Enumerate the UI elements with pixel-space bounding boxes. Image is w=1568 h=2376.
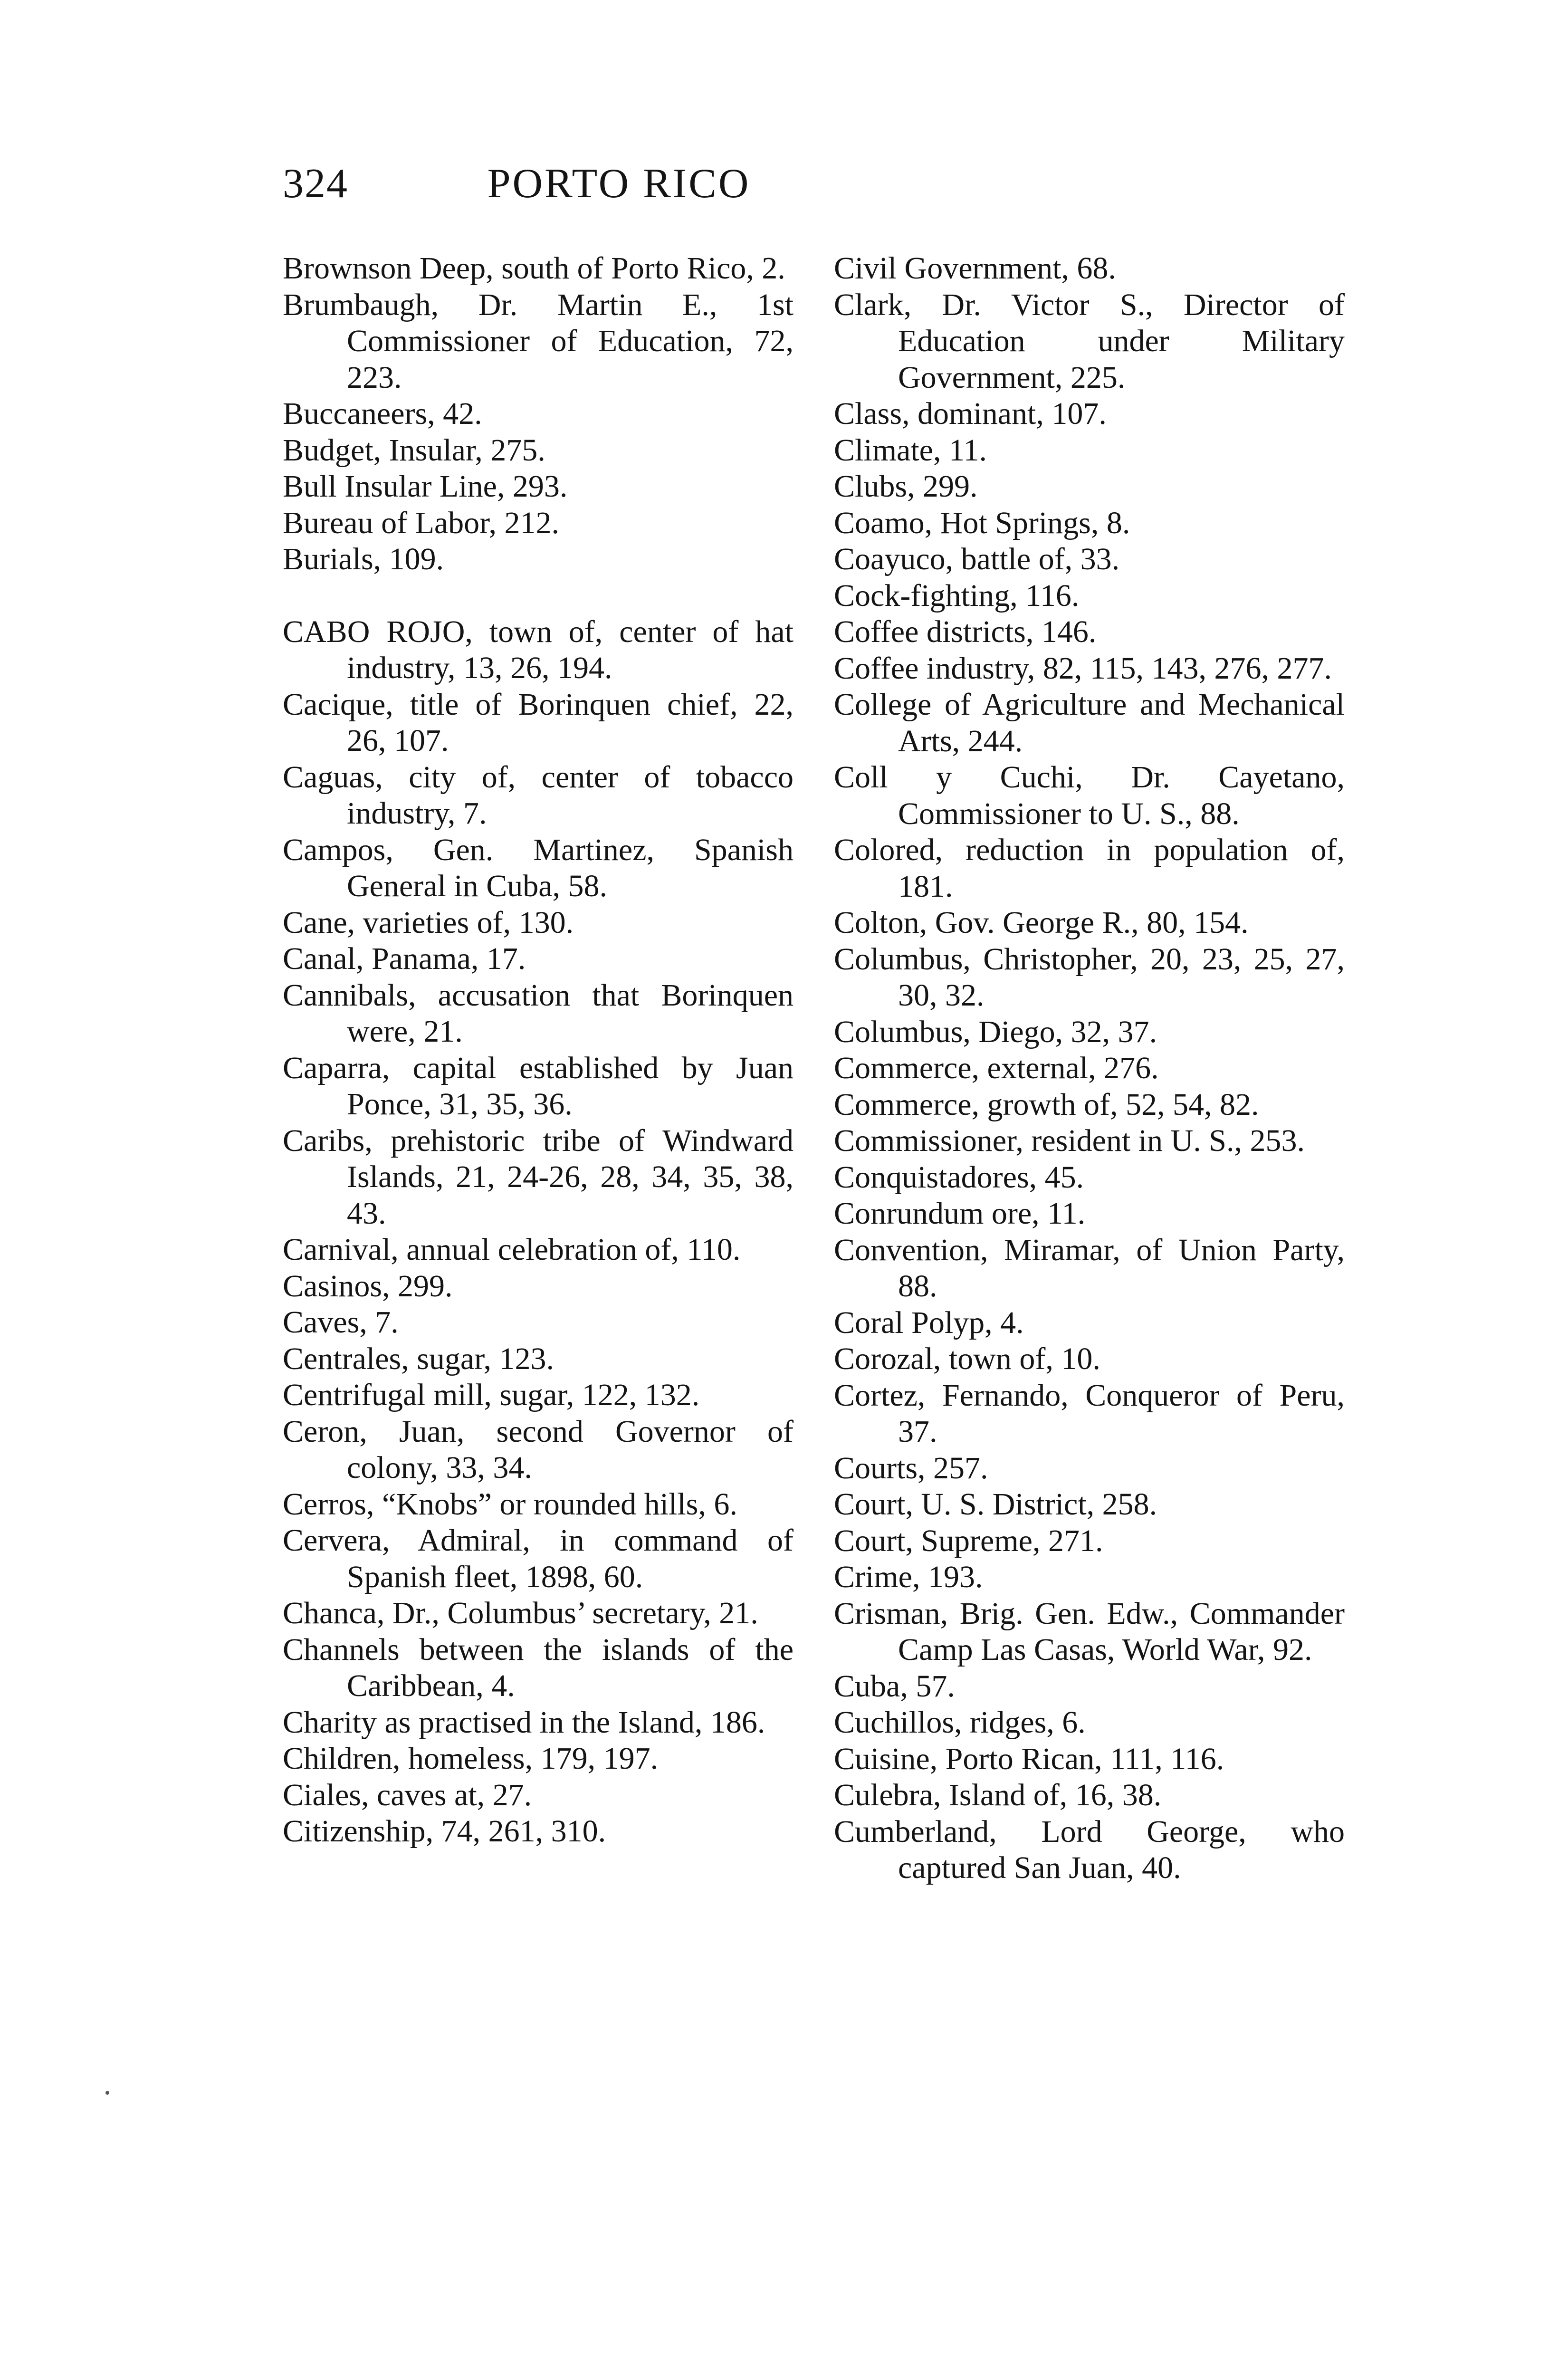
index-entry: Coayuco, battle of, 33. <box>834 542 1120 576</box>
index-entry: Court, U. S. District, 258. <box>834 1487 1157 1522</box>
index-entry: Coamo, Hot Springs, 8. <box>834 505 1130 540</box>
entry-gap <box>283 578 794 614</box>
index-entry: Coral Polyp, 4. <box>834 1305 1024 1340</box>
index-entry: Centrifugal mill, sugar, 122, 132. <box>283 1378 700 1412</box>
index-entry: Columbus, Diego, 32, 37. <box>834 1014 1157 1049</box>
index-entry: Caribs, prehistoric tribe of Windward Islands, 21, 24-26, 28, 34, 35, 38, 43. <box>283 1123 794 1231</box>
index-entry: Conquistadores, 45. <box>834 1159 1084 1195</box>
index-entry: CABO ROJO, town of, center of hat industry, 13, 26, 194. <box>283 614 794 685</box>
index-entry: Corozal, town of, 10. <box>834 1341 1100 1376</box>
index-entry: Crisman, Brig. Gen. Edw., Commander Camp Las Casas, World War, 92. <box>834 1596 1345 1667</box>
index-entry: Cuisine, Porto Rican, 111, 116. <box>834 1741 1224 1776</box>
index-entry: Budget, Insular, 275. <box>283 432 545 468</box>
stray-ink-mark <box>105 2091 109 2095</box>
index-entry: Cumberland, Lord George, who captured San Juan, 40. <box>834 1814 1345 1885</box>
index-entry: Charity as practised in the Island, 186. <box>283 1705 765 1740</box>
index-entry: Bureau of Labor, 212. <box>283 505 560 540</box>
index-entry: Courts, 257. <box>834 1450 988 1485</box>
index-entry: Cock-fighting, 116. <box>834 578 1080 613</box>
index-entry: Carnival, annual celebration of, 110. <box>283 1232 741 1267</box>
index-entry: Cuba, 57. <box>834 1668 955 1704</box>
index-entry: Buccaneers, 42. <box>283 396 482 431</box>
index-entry: Centrales, sugar, 123. <box>283 1341 555 1376</box>
index-entry: Commerce, growth of, 52, 54, 82. <box>834 1087 1259 1122</box>
index-entry: Colton, Gov. George R., 80, 154. <box>834 905 1249 940</box>
index-entry: Court, Supreme, 271. <box>834 1523 1103 1558</box>
index-entry: Columbus, Christopher, 20, 23, 25, 27, 30, 32. <box>834 941 1345 1013</box>
index-entry: Cacique, title of Borinquen chief, 22, 26, 107. <box>283 687 794 758</box>
index-entry: Cortez, Fernando, Conqueror of Peru, 37. <box>834 1378 1345 1449</box>
index-entry: Coffee districts, 146. <box>834 614 1097 649</box>
index-entry: Coffee industry, 82, 115, 143, 276, 277. <box>834 651 1332 686</box>
index-entry: Citizenship, 74, 261, 310. <box>283 1814 606 1849</box>
page-number: 324 <box>283 161 348 207</box>
index-entry: Ceron, Juan, second Governor of colony, 33, 34. <box>283 1414 794 1485</box>
index-entry: Climate, 11. <box>834 432 987 468</box>
index-entry: Chanca, Dr., Columbus’ secretary, 21. <box>283 1596 758 1630</box>
index-entry: Conrundum ore, 11. <box>834 1196 1086 1231</box>
index-entry: Burials, 109. <box>283 542 444 576</box>
index-column-left <box>283 250 794 1850</box>
index-entry: Campos, Gen. Martinez, Spanish General in Cuba, 58. <box>283 832 794 903</box>
index-entry: Canal, Panama, 17. <box>283 941 526 976</box>
index-entry: Civil Government, 68. <box>834 251 1116 286</box>
index-entry: Cerros, “Knobs” or rounded hills, 6. <box>283 1486 737 1522</box>
index-entry: Bull Insular Line, 293. <box>283 469 568 504</box>
index-entry: Children, homeless, 179, 197. <box>283 1741 659 1776</box>
page-header <box>283 153 955 215</box>
index-entry: Coll y Cuchi, Dr. Cayetano, Commissioner to U. S., 88. <box>834 760 1345 831</box>
index-entry: Crime, 193. <box>834 1560 983 1594</box>
running-title: PORTO RICO <box>487 161 751 207</box>
index-entry: Clubs, 299. <box>834 469 978 504</box>
index-entry: Cervera, Admiral, in command of Spanish fleet, 1898, 60. <box>283 1523 794 1594</box>
index-entry: Cuchillos, ridges, 6. <box>834 1705 1086 1740</box>
index-entry: Caparra, capital established by Juan Ponce, 31, 35, 36. <box>283 1050 794 1121</box>
index-entry: Caguas, city of, center of tobacco industry, 7. <box>283 759 794 831</box>
index-entry: Convention, Miramar, of Union Party, 88. <box>834 1232 1345 1303</box>
index-entry: Casinos, 299. <box>283 1268 453 1303</box>
index-entry: Commerce, external, 276. <box>834 1051 1159 1085</box>
index-entry: Clark, Dr. Victor S., Director of Education under Military Government, 225. <box>834 287 1345 395</box>
index-entry: Brownson Deep, south of Porto Rico, 2. <box>283 251 785 286</box>
index-entry: Class, dominant, 107. <box>834 396 1107 431</box>
index-entry: Caves, 7. <box>283 1305 399 1340</box>
index-column-right <box>834 250 1345 1887</box>
index-entry: Cannibals, accusation that Borinquen were, 21. <box>283 977 794 1049</box>
index-entry: Commissioner, resident in U. S., 253. <box>834 1123 1305 1158</box>
index-entry: Channels between the islands of the Caribbean, 4. <box>283 1632 794 1703</box>
index-entry: Colored, reduction in population of, 181. <box>834 833 1345 904</box>
index-entry: Ciales, caves at, 27. <box>283 1777 532 1812</box>
index-entry: Culebra, Island of, 16, 38. <box>834 1778 1162 1812</box>
index-entry: Brumbaugh, Dr. Martin E., 1st Commissioner of Education, 72, 223. <box>283 287 794 395</box>
index-entry: College of Agriculture and Mechanical Arts, 244. <box>834 687 1345 758</box>
index-entry: Cane, varieties of, 130. <box>283 905 574 940</box>
